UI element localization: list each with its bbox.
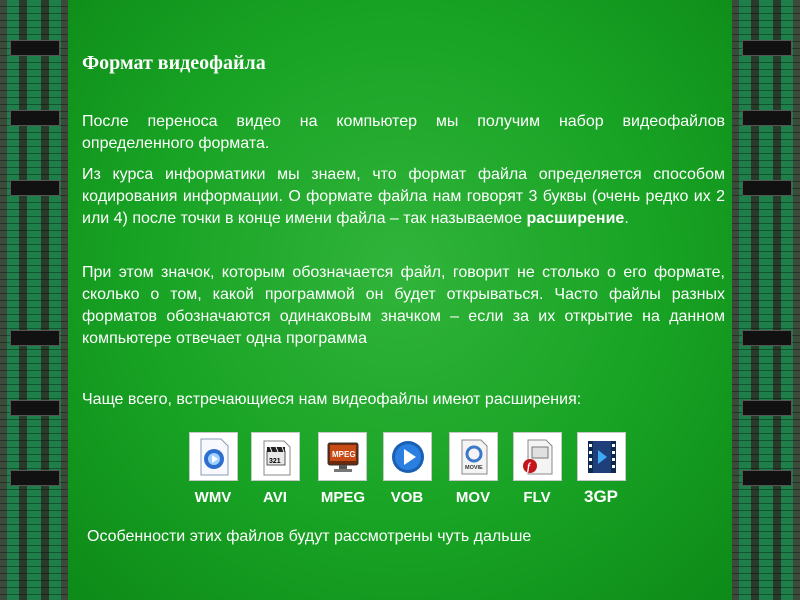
memory-chip xyxy=(10,400,60,416)
avi-file-icon xyxy=(251,432,300,481)
mpeg-icon-text: MPEG xyxy=(331,449,356,459)
memory-chip xyxy=(742,180,792,196)
memory-chip xyxy=(742,470,792,486)
memory-chip xyxy=(10,470,60,486)
paragraph-intro: После переноса видео на компьютер мы получим набор видеофайлов определенного формата. xyxy=(82,113,725,152)
right-memory-strip-decoration xyxy=(732,0,800,600)
paragraph-extension-end: . xyxy=(624,210,629,227)
vob-file-icon xyxy=(383,432,432,481)
mpeg-file-icon xyxy=(318,432,367,481)
memory-chip xyxy=(742,400,792,416)
mov-label: MOV xyxy=(455,489,491,506)
mov-icon-text: MOVIE xyxy=(464,464,483,471)
svg-text:f: f xyxy=(526,461,530,473)
svg-text:321: 321 xyxy=(268,457,281,465)
wmv-file-icon xyxy=(189,432,238,481)
3gp-file-icon xyxy=(577,432,626,481)
paragraph-extensions-list: Чаще всего, встречающиеся нам видеофайлы имеют расширения: xyxy=(82,391,582,408)
mov-file-icon xyxy=(449,432,498,481)
footer-note: Особенности этих файлов будут рассмотрены чуть дальше xyxy=(87,528,532,545)
paragraph-extension-text: Из курса информатики мы знаем, что формат файла определяется способом кодирования информации. О формате файла нам говорят 3 буквы (очень редко их 2 или 4) после точки в конце имени файла – так называемое xyxy=(82,166,725,227)
memory-chip xyxy=(10,110,60,126)
slide-title: Формат видеофайла xyxy=(82,52,266,74)
extension-term: расширение xyxy=(526,210,625,227)
avi-label: AVI xyxy=(263,489,287,506)
mpeg-label: MPEG xyxy=(320,489,366,506)
memory-chip xyxy=(742,110,792,126)
memory-chip xyxy=(10,40,60,56)
paragraph-extension xyxy=(82,164,725,230)
memory-chip xyxy=(742,40,792,56)
flv-file-icon xyxy=(513,432,562,481)
memory-chip xyxy=(10,180,60,196)
3gp-label: 3GP xyxy=(583,487,619,506)
memory-chip xyxy=(742,330,792,346)
vob-label: VOB xyxy=(390,489,424,506)
left-memory-strip-decoration xyxy=(0,0,68,600)
memory-chip xyxy=(10,330,60,346)
paragraph-icons: При этом значок, которым обозначается файл, говорит не столько о его формате, сколько о том, какой программой он будет открываться. Часто файлы разных форматов обозначаются одинаковым значком – если за их открытие на данном компьютере отвечает одна программа xyxy=(82,264,725,347)
wmv-label: WMV xyxy=(194,489,232,506)
flv-label: FLV xyxy=(523,489,551,506)
